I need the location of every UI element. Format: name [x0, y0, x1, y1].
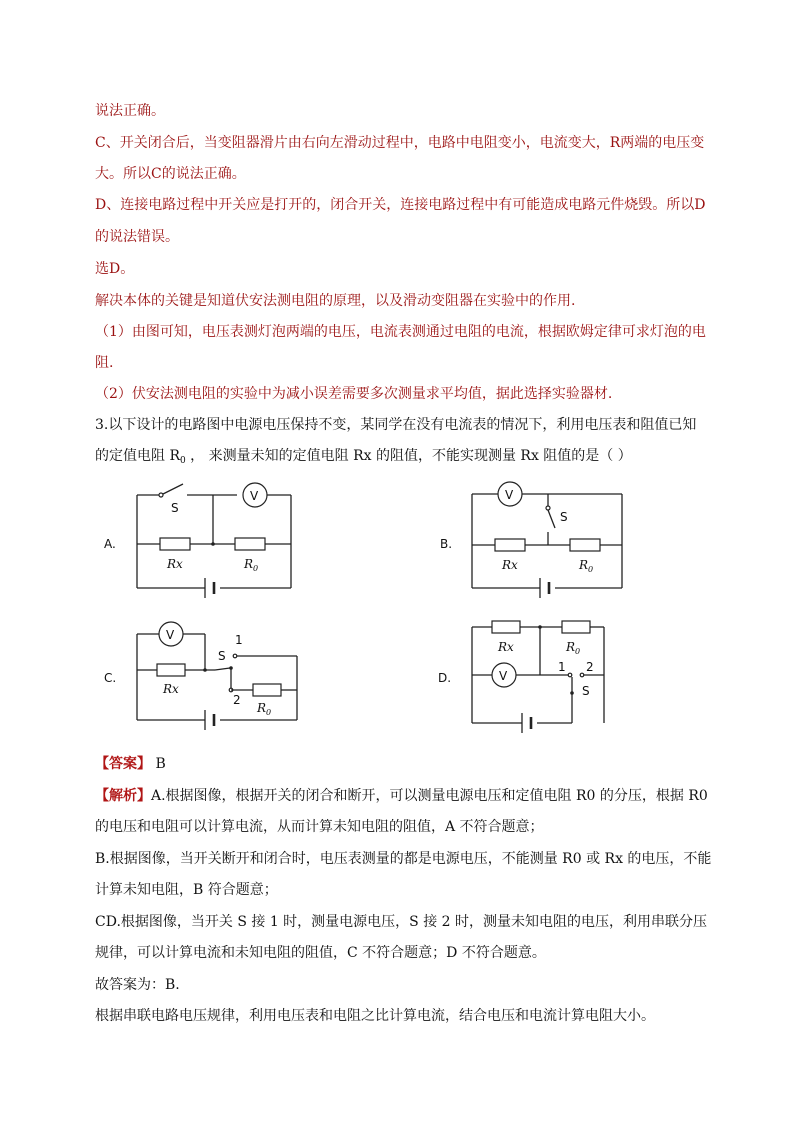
position-2-label: 2 [586, 660, 594, 674]
voltmeter-label: V [505, 488, 514, 502]
text-line-10: （2）伏安法测电阻的实验中为减小误差需要多次测量求平均值，据此选择实验器材. [95, 386, 613, 402]
voltmeter-label: V [250, 489, 259, 503]
question-line-2 [95, 446, 632, 471]
analysis-line-4: 计算未知电阻，B 符合题意； [95, 882, 278, 898]
analysis-text-1: A.根据图像，根据开关的闭合和断开，可以测量电源电压和定值电阻 R0 的分压，根据 R0 [151, 788, 708, 804]
analysis-line-5: CD.根据图像，当开关 S 接 1 时，测量电源电压，S 接 2 时，测量未知电阻的电压，利用串联分压 [95, 914, 708, 930]
circuit-d-diagram [462, 615, 622, 737]
text-line-4: D、连接电路过程中开关应是打开的，闭合开关，连接电路过程中有可能造成电路元件烧毁。所以D [95, 197, 706, 213]
answer-line [95, 754, 166, 774]
r0-label: $R_0$ [579, 558, 594, 574]
switch-label: S [582, 684, 590, 698]
r0-label: $R_0$ [566, 640, 581, 656]
circuit-a-diagram [125, 480, 305, 605]
analysis-line-8: 根据串联电路电压规律，利用电压表和电阻之比计算电流，结合电压和电流计算电阻大小。 [95, 1008, 655, 1024]
rx-label: Rx [502, 558, 518, 572]
switch-label: S [560, 510, 568, 524]
rx-label: Rx [498, 640, 514, 654]
circuit-b-diagram [460, 478, 635, 606]
position-1-label: 1 [235, 633, 243, 647]
text-line-3: 大。所以C的说法正确。 [95, 166, 246, 182]
rx-label: Rx [167, 557, 183, 571]
position-1-label: 1 [558, 660, 566, 674]
text-line-7: 解决本体的关键是知道伏安法测电阻的原理，以及滑动变阻器在实验中的作用. [95, 293, 576, 309]
analysis-line-3: B.根据图像，当开关断开和闭合时，电压表测量的都是电源电压，不能测量 R0 或 Rx 的电压，不能 [95, 851, 712, 867]
text-line-1: 说法正确。 [95, 103, 165, 119]
rx-label: Rx [163, 682, 179, 696]
question-text-cont: ， 来测量未知的定值电阻 Rx 的阻值，不能实现测量 Rx 阻值的是（ ） [185, 448, 632, 464]
r0-label: $R_0$ [257, 701, 272, 717]
option-b-label: B. [440, 537, 453, 551]
text-line-2: C、开关闭合后，当变阻器滑片由右向左滑动过程中，电路中电阻变小，电流变大，R两端的电压变 [95, 135, 705, 151]
analysis-tag: 【解析】 [95, 788, 151, 804]
analysis-line-1 [95, 786, 708, 806]
text-line-9: 阻. [95, 355, 114, 371]
switch-label: S [218, 649, 226, 663]
answer-tag: 【答案】 [95, 756, 151, 772]
option-c-label: C. [104, 671, 117, 685]
analysis-line-6: 规律，可以计算电流和未知电阻的阻值，C 不符合题意；D 不符合题意。 [95, 945, 546, 961]
text-line-6: 选D。 [95, 261, 135, 277]
answer-value: B [155, 756, 166, 772]
option-a-label: A. [104, 537, 116, 551]
voltmeter-label: V [166, 628, 175, 642]
switch-label: S [171, 501, 179, 515]
option-d-label: D. [438, 671, 452, 685]
question-text: 的定值电阻 R [95, 448, 180, 464]
position-2-label: 2 [233, 693, 241, 707]
analysis-line-2: 的电压和电阻可以计算电流，从而计算未知电阻的阻值，A 不符合题意； [95, 819, 544, 835]
question-subscript: 0 [180, 456, 186, 466]
text-line-8: （1）由图可知，电压表测灯泡两端的电压，电流表测通过电阻的电流，根据欧姆定律可求灯泡的电 [95, 324, 706, 340]
circuit-c-diagram [125, 620, 310, 732]
text-line-5: 的说法错误。 [95, 229, 179, 245]
r0-label: $R_0$ [244, 557, 259, 573]
question-line-1: 3.以下设计的电路图中电源电压保持不变，某同学在没有电流表的情况下，利用电压表和阻值已知 [95, 417, 697, 433]
voltmeter-label: V [499, 669, 508, 683]
analysis-line-7: 故答案为：B. [95, 977, 180, 993]
